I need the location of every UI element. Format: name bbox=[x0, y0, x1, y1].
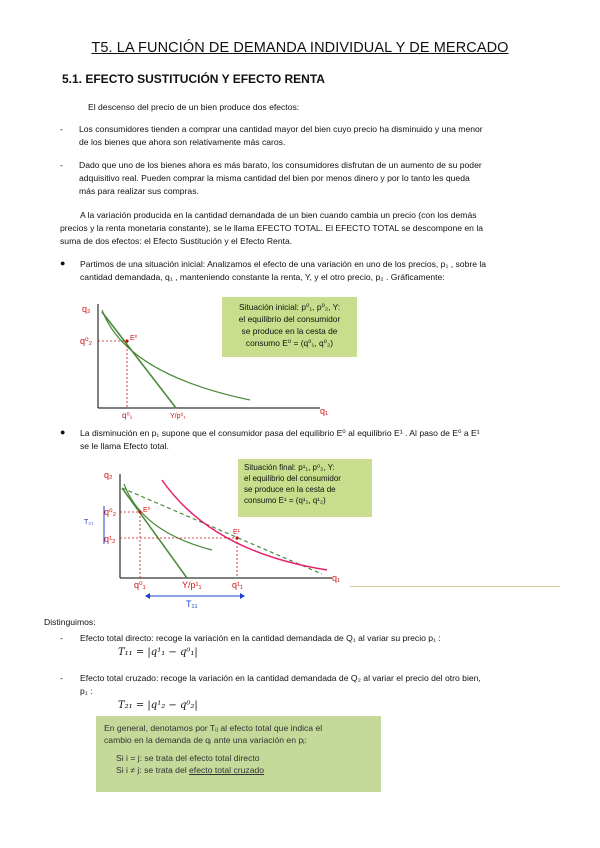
box-2-line-2: el equilibrio del consumidor bbox=[244, 474, 341, 483]
cross-effect-line-2: p₁ : bbox=[80, 686, 93, 696]
note-case-cross-underlined: efecto total cruzado bbox=[189, 765, 265, 775]
box-1-line-1: Situación inicial: p⁰₁, p⁰₂, Y: bbox=[238, 302, 341, 312]
x-intercept-label: Y/p¹₁ bbox=[182, 580, 202, 590]
bullet-2-line-2: se le llama Efecto total. bbox=[80, 441, 169, 451]
direct-effect-text: Efecto total directo: recoge la variación en la cantidad demandada de Q₁ al variar su precio p₁ : bbox=[80, 633, 441, 643]
box-1-line-4: consumo E⁰ = (q⁰₁, q⁰₂) bbox=[245, 338, 334, 348]
note-case-cross bbox=[104, 764, 381, 776]
dash-marker: - bbox=[60, 673, 63, 683]
x0-label: q⁰₁ bbox=[122, 411, 133, 420]
y0-label: q⁰₂ bbox=[80, 336, 93, 346]
note-case-direct: Si i = j: se trata del efecto total directo bbox=[116, 753, 260, 763]
section-heading: 5.1. EFECTO SUSTITUCIÓN Y EFECTO RENTA bbox=[62, 72, 325, 86]
direct-effect-formula: T₁₁ = |q¹₁ − q⁰₁| bbox=[118, 647, 198, 658]
bullet-1-line-2: cantidad demandada, q₁ , manteniendo constante la renta, Y, y el otro precio, p₂ . Gráficamente: bbox=[80, 272, 445, 282]
y-axis-label: q₂ bbox=[104, 470, 113, 480]
bullet-marker: ● bbox=[60, 427, 66, 437]
equilibrium-e0 bbox=[138, 510, 141, 513]
e0-label: E⁰ bbox=[143, 507, 151, 514]
equilibrium-point bbox=[125, 339, 128, 342]
general-note-box bbox=[96, 716, 381, 792]
intro-text: El descenso del precio de un bien produce dos efectos: bbox=[88, 102, 300, 112]
effect-item-1 bbox=[79, 123, 559, 149]
effect-1-line-1: Los consumidores tienden a comprar una cantidad mayor del bien cuyo precio ha disminuido y una menor bbox=[79, 124, 483, 134]
effect-2-line-1: Dado que uno de los bienes ahora es más barato, los consumidores disfrutan de un aumento de su poder bbox=[79, 160, 482, 170]
budget-line bbox=[102, 312, 176, 408]
paragraph-line-2: precios y la renta monetaria constante), se le llama EFECTO TOTAL. El EFECTO TOTAL se descompone en la bbox=[60, 223, 484, 233]
x0-label: q⁰₁ bbox=[134, 580, 146, 590]
dash-marker: - bbox=[60, 160, 63, 170]
equilibrium-e1 bbox=[235, 536, 238, 539]
x-axis-label: q₁ bbox=[332, 573, 341, 583]
box-2-line-1: Situación final: p¹₁, p⁰₂, Y: bbox=[244, 463, 335, 472]
t11-label: T₁₁ bbox=[186, 599, 198, 609]
box-1-line-3: se produce en la cesta de bbox=[241, 326, 338, 336]
effect-2-line-2: adquisitivo real. Pueden comprar la misma cantidad del bien por menos dinero y por lo tanto les queda bbox=[79, 173, 470, 183]
effect-2-line-3: más para realizar sus compras. bbox=[79, 186, 199, 196]
cross-effect-text bbox=[80, 672, 560, 698]
arrow-left-icon bbox=[145, 593, 150, 599]
divider bbox=[350, 586, 560, 587]
x-axis-label: q₁ bbox=[320, 406, 329, 416]
x-intercept-label: Y/p⁰₁ bbox=[170, 413, 186, 420]
bullet-1-text bbox=[80, 258, 560, 284]
cross-effect-line-1: Efecto total cruzado: recoge la variación en la cantidad demandada de Q₂ al variar el precio del otro bien, bbox=[80, 673, 481, 683]
y-axis-label: q₂ bbox=[82, 304, 91, 314]
note-line-1: En general, denotamos por Tᵢⱼ al efecto total que indica el bbox=[104, 723, 323, 733]
bullet-2-text bbox=[80, 427, 560, 453]
y1-label: q¹₂ bbox=[104, 534, 116, 544]
final-situation-box bbox=[238, 459, 372, 517]
box-2-line-4: consumo E¹ = (q¹₁, q¹₂) bbox=[244, 496, 326, 505]
effect-item-2 bbox=[79, 159, 559, 198]
e1-label: E¹ bbox=[233, 529, 240, 536]
paragraph-line-1: A la variación producida en la cantidad demandada de un bien cuando cambia un precio (con los demás bbox=[80, 210, 477, 220]
dash-marker: - bbox=[60, 124, 63, 134]
t21-label: T₂₁ bbox=[84, 519, 94, 526]
initial-situation-box bbox=[222, 297, 357, 357]
arrow-right-icon bbox=[240, 593, 245, 599]
box-2-line-3: se produce en la cesta de bbox=[244, 485, 336, 494]
total-effect-paragraph bbox=[60, 209, 550, 248]
e0-label: E⁰ bbox=[130, 335, 138, 342]
bullet-marker: ● bbox=[60, 258, 66, 268]
page-title: T5. LA FUNCIÓN DE DEMANDA INDIVIDUAL Y DE MERCADO bbox=[91, 40, 509, 56]
paragraph-line-3: suma de dos efectos: el Efecto Sustitución y el Efecto Renta. bbox=[60, 236, 293, 246]
x1-label: q¹₁ bbox=[232, 580, 244, 590]
distinguimos-label: Distinguimos: bbox=[44, 617, 96, 627]
bullet-1-line-1: Partimos de una situación inicial: Analizamos el efecto de una variación en uno de los precios, p₁ , sobre la bbox=[80, 259, 487, 269]
effect-1-line-2: de los bienes que ahora son relativamente más caros. bbox=[79, 137, 286, 147]
note-line-2: cambio en la demanda de qᵢ ante una variación en pⱼ: bbox=[104, 735, 308, 745]
dash-marker: - bbox=[60, 633, 63, 643]
cross-effect-formula: T₂₁ = |q¹₂ − q⁰₂| bbox=[118, 700, 198, 711]
box-1-line-2: el equilibrio del consumidor bbox=[238, 314, 341, 324]
bullet-2-line-1: La disminución en p₁ supone que el consumidor pasa del equilibrio E⁰ al equilibrio E¹ . Al paso de E⁰ a E¹ bbox=[80, 428, 480, 438]
y0-label: q⁰₂ bbox=[104, 507, 117, 517]
note-case-cross-prefix: Si i ≠ j: se trata del bbox=[116, 765, 190, 775]
